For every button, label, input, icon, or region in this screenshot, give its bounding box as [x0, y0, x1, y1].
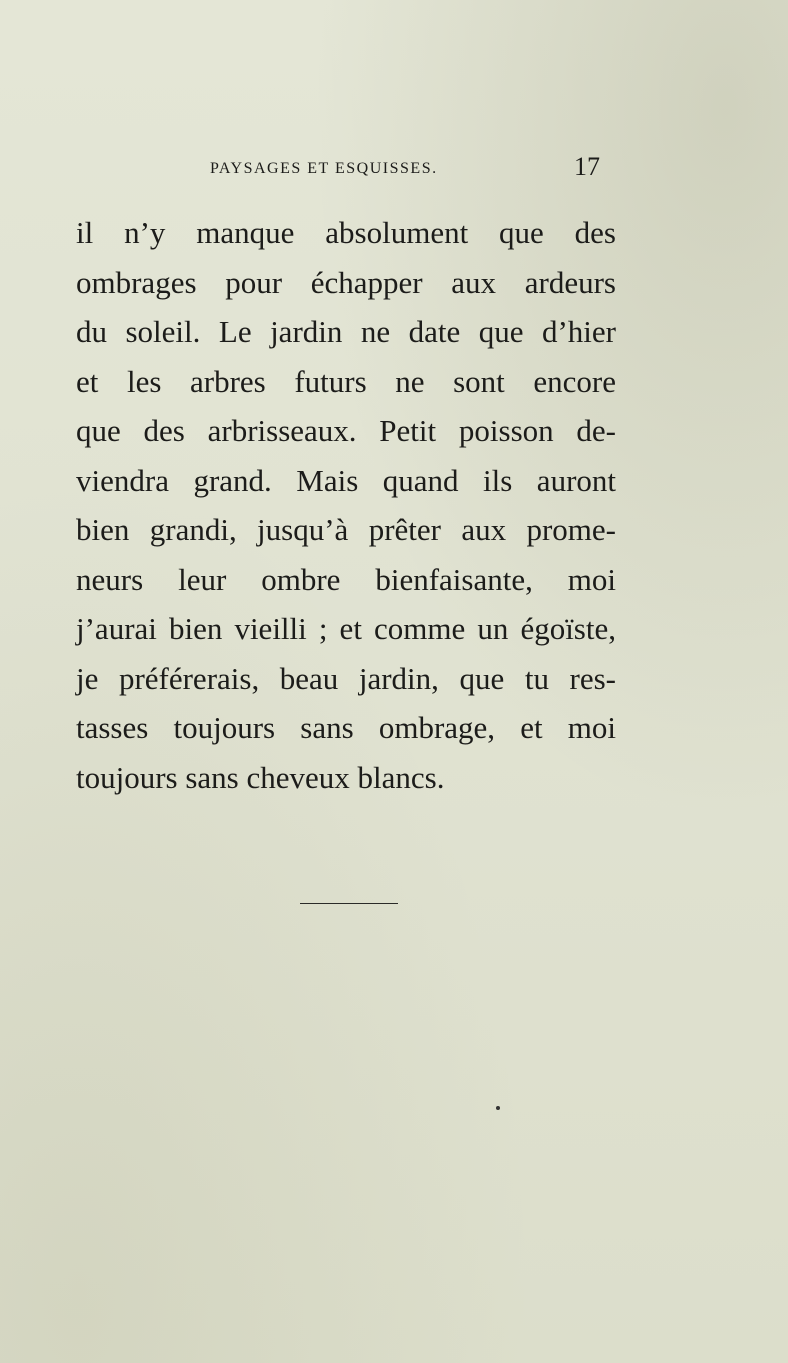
page-number: 17 — [574, 152, 600, 181]
text-line: bien grandi, jusqu’à prêter aux prome- — [76, 512, 616, 547]
text-line: j’aurai bien vieilli ; et comme un égoïste, — [76, 611, 616, 646]
paper-speck — [496, 1106, 500, 1110]
running-title: PAYSAGES ET ESQUISSES. — [210, 160, 438, 177]
text-line: tasses toujours sans ombrage, et moi — [76, 710, 616, 745]
text-line: neurs leur ombre bienfaisante, moi — [76, 561, 616, 597]
body-text — [76, 208, 616, 802]
text-line: que des arbrisseaux. Petit poisson de- — [76, 413, 616, 448]
running-head — [76, 150, 610, 190]
section-end-rule — [300, 903, 398, 904]
text-line: il n’y manque absolument que des — [76, 215, 616, 250]
text-line: et les arbres futurs ne sont encore — [76, 363, 616, 399]
text-line: du soleil. Le jardin ne date que d’hier — [76, 314, 616, 349]
text-line: toujours sans cheveux blancs. — [76, 759, 445, 795]
text-line: viendra grand. Mais quand ils auront — [76, 462, 616, 498]
text-line: je préférerais, beau jardin, que tu res- — [76, 660, 616, 696]
text-line: ombrages pour échapper aux ardeurs — [76, 264, 616, 300]
